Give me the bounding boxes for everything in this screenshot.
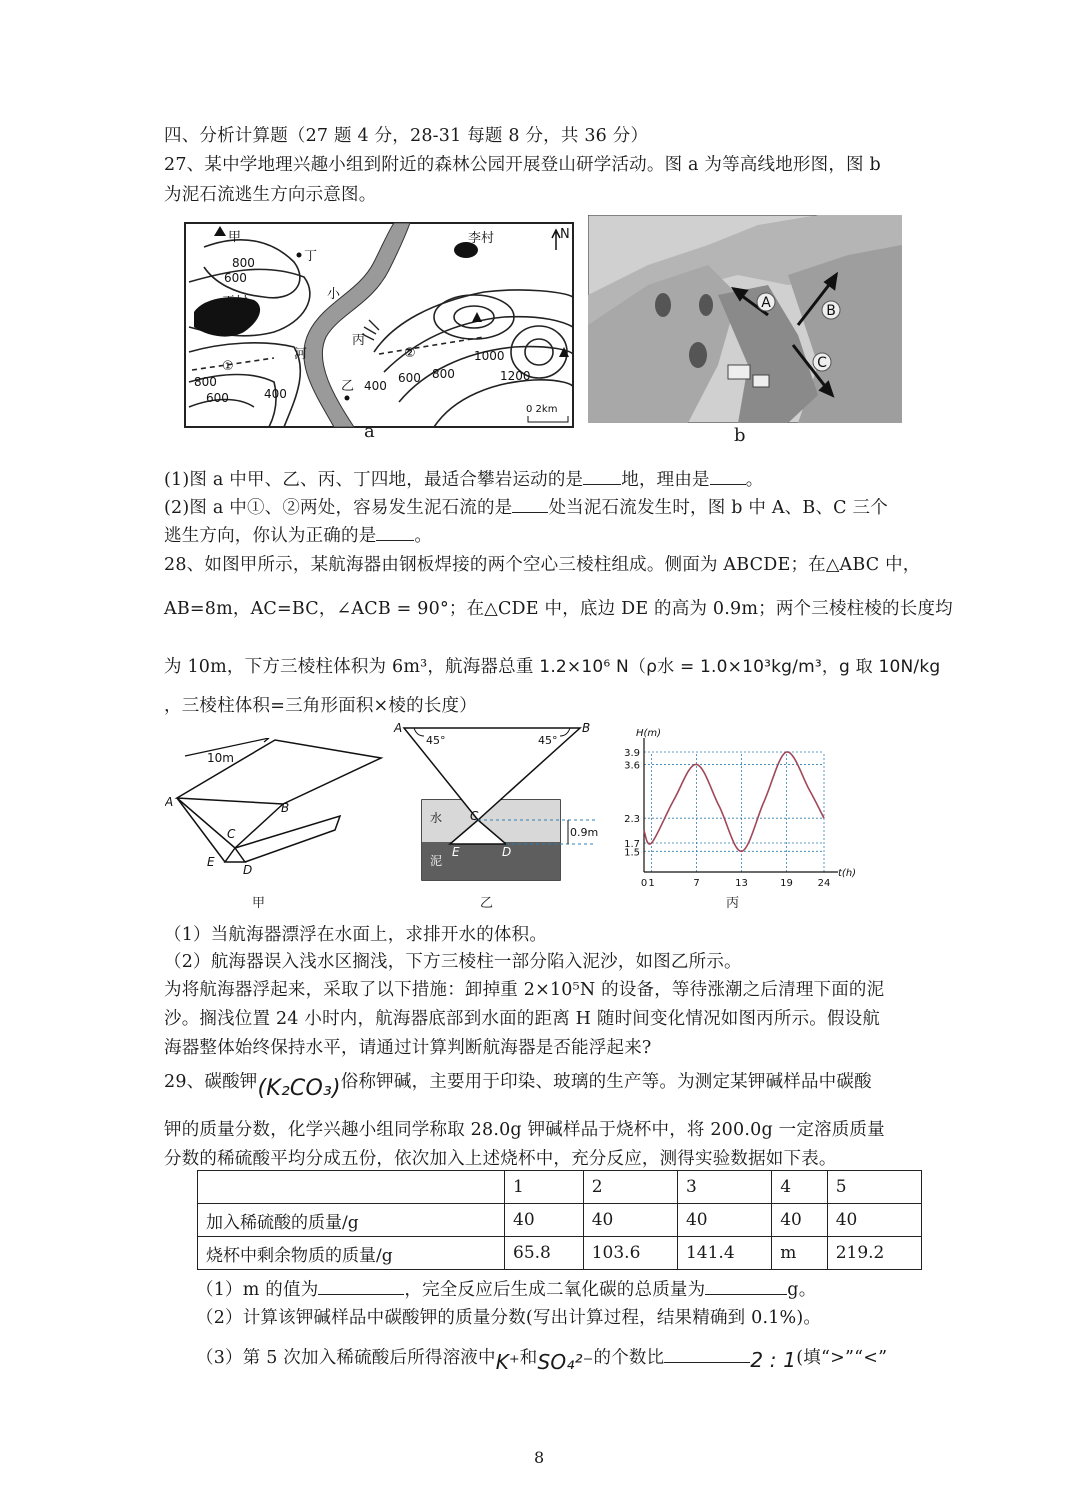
q27-sub1: (1)图 a 中甲、乙、丙、丁四地，最适合攀岩运动的是 地，理由是 。: [164, 470, 764, 490]
answer-blank[interactable]: [318, 1294, 404, 1295]
ratio: 2 : 1: [750, 1348, 797, 1372]
table-cell: 219.2: [827, 1237, 921, 1270]
chart-series-line: [644, 752, 824, 851]
table-cell: 40: [772, 1204, 827, 1237]
chart-x-label: t(h): [838, 868, 857, 879]
fig-jia-caption: 甲: [252, 896, 266, 911]
table-cell: 4: [772, 1171, 827, 1204]
q28-sub2-l3: 沙。搁浅位置 24 小时内，航海器底部到水面的距离 H 随时间变化情况如图丙所示。假设航: [164, 1009, 881, 1029]
map-label-licun: 李村: [468, 231, 495, 246]
height-label: 0.9m: [570, 826, 599, 839]
table-cell: m: [772, 1237, 827, 1270]
map-scale: 0 2km: [526, 404, 558, 415]
data-table: [197, 1170, 922, 1270]
q28-line2: AB=8m，AC=BC，∠ACB = 90°；在△CDE 中，底边 DE 的高为 0.9m；两个三棱柱棱的长度均: [164, 599, 953, 619]
escape-arrow-b: B: [826, 303, 836, 319]
answer-blank[interactable]: [710, 484, 746, 485]
table-cell: 2: [583, 1171, 677, 1204]
answer-blank[interactable]: [583, 484, 621, 485]
pt-b: B: [582, 721, 591, 735]
table-cell: 65.8: [505, 1237, 584, 1270]
chart-x-tick: 7: [693, 878, 700, 886]
answer-blank[interactable]: [376, 540, 414, 541]
map-label-bing: 丙: [352, 333, 366, 348]
q29-sub1: （1）m 的值为 ，完全反应后生成二氧化碳的总质量为 g。: [196, 1280, 817, 1300]
pt-e: E: [207, 855, 215, 869]
grounded-figure-yi: [390, 720, 600, 882]
table-cell: 加入稀硫酸的质量/g: [198, 1204, 505, 1237]
q28-sub2-l4: 海器整体始终保持水平，请通过计算判断航海器是否能浮起来?: [164, 1038, 652, 1058]
q28-line3: 为 10m，下方三棱柱体积为 6m³，航海器总重 1.2×10⁶ N（ρ水 = 1.0×10³kg/m³，g 取 10N/kg: [164, 657, 941, 677]
chart-y-tick: 3.9: [624, 748, 640, 759]
pt-d: D: [502, 845, 512, 859]
map-label-xiao: 小: [327, 287, 341, 302]
table-cell: 40: [827, 1204, 921, 1237]
debris-flow-figure: [588, 215, 902, 423]
pt-b: B: [281, 801, 290, 815]
map-label-1: ①: [222, 359, 234, 374]
answer-blank[interactable]: [664, 1362, 750, 1363]
q27-sub2: (2)图 a 中①、②两处，容易发生泥石流的是 处当泥石流发生时，图 b 中 A、B、C 三个: [164, 498, 888, 518]
water-label: 水: [430, 811, 443, 825]
chart-x-tick: 0: [640, 878, 648, 886]
pt-a: A: [394, 721, 403, 735]
table-cell: 40: [677, 1204, 771, 1237]
q28-sub2-l2: 为将航海器浮起来，采取了以下措施：卸掉重 2×10⁵N 的设备，等待涨潮之后清理下面的泥: [164, 980, 885, 1000]
section-title: 四、分析计算题（27 题 4 分，28-31 每题 8 分，共 36 分）: [164, 126, 649, 146]
tide-chart: [614, 722, 860, 886]
map-label-jia: 甲: [228, 230, 242, 245]
pt-a: A: [165, 795, 174, 809]
angle-left: 45°: [426, 734, 446, 747]
fig-yi-caption: 乙: [480, 896, 494, 911]
table-cell: 40: [583, 1204, 677, 1237]
q27-sub2-cont: 逃生方向，你认为正确的是 。: [164, 526, 433, 546]
pt-d: D: [243, 863, 253, 874]
q27-intro-line1: 27、某中学地理兴趣小组到附近的森林公园开展登山研学活动。图 a 为等高线地形图，图 b: [164, 155, 881, 175]
q29-line2: 钾的质量分数，化学兴趣小组同学称取 28.0g 钾碱样品于烧杯中，将 200.0g 一定溶质质量: [164, 1120, 885, 1140]
ion-k: K⁺: [495, 1350, 520, 1374]
chart-x-tick: 19: [780, 878, 793, 886]
contour-label: 400: [264, 387, 287, 401]
q29-line1: 29、碳酸钾(K₂CO₃)俗称钾碱，主要用于印染、玻璃的生产等。为测定某钾碱样品中碳酸: [164, 1072, 872, 1101]
angle-right: 45°: [538, 734, 558, 747]
q28-line1: 28、如图甲所示，某航海器由钢板焊接的两个空心三棱柱组成。侧面为 ABCDE；在△ABC 中，: [164, 555, 921, 575]
chart-x-tick: 1: [648, 878, 655, 886]
table-row: [198, 1237, 922, 1270]
contour-map-figure: [184, 222, 574, 428]
contour-label: 800: [194, 375, 217, 389]
contour-label: 1000: [474, 349, 505, 363]
table-cell: 40: [505, 1204, 584, 1237]
page-number: 8: [534, 1448, 545, 1467]
table-cell: 3: [677, 1171, 771, 1204]
q29-sub3: （3）第 5 次加入稀硫酸后所得溶液中K⁺和SO₄²⁻的个数比 2 : 1(填“>”“<”: [196, 1348, 888, 1374]
table-cell: 1: [505, 1171, 584, 1204]
contour-label: 400: [364, 379, 387, 393]
contour-label: 1200: [500, 369, 531, 383]
ion-so4: SO₄²⁻: [537, 1350, 594, 1374]
chart-y-label: H(m): [636, 728, 662, 739]
map-label-he: 河: [294, 347, 308, 362]
q28-sub1: （1）当航海器漂浮在水面上，求排开水的体积。: [164, 925, 548, 945]
table-row: [198, 1204, 922, 1237]
map-label-wangcun: 王村: [222, 295, 249, 310]
q28-sub2: （2）航海器误入浅水区搁浅，下方三棱柱一部分陷入泥沙，如图乙所示。: [164, 952, 742, 972]
answer-blank[interactable]: [705, 1294, 787, 1295]
chart-y-tick: 1.5: [624, 847, 640, 859]
contour-label: 800: [432, 367, 455, 381]
mud-label: 泥: [430, 854, 443, 868]
q29-line3: 分数的稀硫酸平均分成五份，依次加入上述烧杯中，充分反应，测得实验数据如下表。: [164, 1149, 837, 1169]
prism-figure-jia: [165, 738, 385, 874]
contour-label: 800: [232, 256, 255, 270]
table-row: [198, 1171, 922, 1204]
q29-sub2: （2）计算该钾碱样品中碳酸钾的质量分数(写出计算过程，结果精确到 0.1%)。: [196, 1308, 822, 1328]
chart-y-tick: 3.6: [624, 760, 640, 772]
escape-arrow-c: C: [817, 355, 827, 371]
q28-line4: ，三棱柱体积=三角形面积×棱的长度）: [164, 696, 477, 716]
chart-y-tick: 1.7: [624, 839, 640, 851]
pt-c: C: [227, 827, 236, 841]
table-cell: 烧杯中剩余物质的质量/g: [198, 1237, 505, 1270]
map-label-ding: 丁: [304, 249, 318, 264]
table-cell: [198, 1171, 505, 1204]
contour-label: 600: [224, 271, 247, 285]
table-cell: 141.4: [677, 1237, 771, 1270]
fig-a-caption: a: [364, 421, 375, 442]
table-cell: 5: [827, 1171, 921, 1204]
fig-b-caption: b: [734, 425, 746, 446]
map-label-2: ②: [404, 346, 416, 361]
escape-arrow-a: A: [761, 295, 771, 311]
map-label-n: N: [560, 227, 570, 242]
contour-label: 600: [206, 391, 229, 405]
chart-x-tick: 24: [817, 878, 831, 886]
formula-k2co3: (K₂CO₃): [257, 1076, 341, 1101]
answer-blank[interactable]: [512, 512, 548, 513]
pt-c: C: [470, 809, 479, 823]
contour-label: 600: [398, 371, 421, 385]
map-label-yi: 乙: [341, 379, 355, 394]
q27-intro-line2: 为泥石流逃生方向示意图。: [164, 185, 377, 205]
chart-x-tick: 13: [735, 878, 748, 886]
chart-y-tick: 2.3: [624, 814, 640, 826]
table-cell: 103.6: [583, 1237, 677, 1270]
fig-bing-caption: 丙: [726, 896, 740, 911]
prism-length: 10m: [207, 751, 234, 765]
pt-e: E: [452, 845, 460, 859]
